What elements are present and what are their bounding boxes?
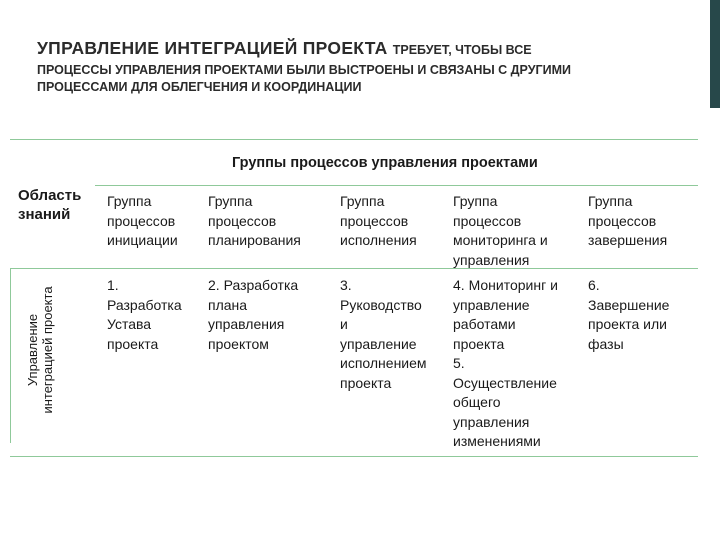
title-line-3: ПРОЦЕССАМИ ДЛЯ ОБЛЕГЧЕНИЯ И КООРДИНАЦИИ [37, 80, 362, 94]
cell-line: управления [453, 413, 530, 430]
title-line-1 [37, 38, 707, 59]
cell-line: 6. [588, 277, 600, 293]
cell-line: исполнением [340, 355, 427, 371]
title-line-2: ПРОЦЕССЫ УПРАВЛЕНИЯ ПРОЕКТАМИ БЫЛИ ВЫСТРОЕНЫ И СВЯЗАНЫ С ДРУГИМИ [37, 63, 571, 77]
title-bold: УПРАВЛЕНИЕ ИНТЕГРАЦИЕЙ ПРОЕКТА [37, 38, 388, 58]
header-closing [588, 192, 667, 251]
header-initiation [107, 192, 178, 251]
header-planning [208, 192, 301, 251]
cell-line: Разработка [107, 296, 182, 313]
bottom-rule [10, 456, 698, 457]
header-line: процессов [107, 212, 176, 229]
header-line: исполнения [340, 232, 417, 248]
area-label-line-2: знаний [18, 206, 71, 223]
cell-monitoring [453, 276, 558, 452]
knowledge-area-label [18, 186, 81, 224]
top-rule [10, 139, 698, 140]
body-rule [10, 268, 698, 269]
header-rule [95, 185, 698, 186]
header-monitoring [453, 192, 548, 270]
area-label-line-1: Область [18, 187, 82, 204]
cell-closing [588, 276, 669, 354]
cell-line: плана [208, 296, 248, 313]
cell-line: проекта [453, 335, 505, 352]
cell-line: Устава [107, 316, 152, 332]
cell-line: 5. [453, 355, 465, 371]
cell-line: 2. Разработка [208, 277, 299, 293]
header-line: мониторинга и [453, 232, 548, 248]
header-line: Группа [208, 193, 253, 209]
cell-line: общего [453, 394, 501, 410]
header-line: Группа [107, 193, 152, 209]
cell-line: работами [453, 316, 516, 332]
header-line: процессов [208, 212, 277, 229]
cell-line: Осуществление [453, 374, 557, 391]
header-execution [340, 192, 417, 251]
title-rest: ТРЕБУЕТ, ЧТОБЫ ВСЕ [392, 43, 532, 57]
header-line: процессов [453, 212, 522, 229]
cell-initiation [107, 276, 182, 354]
header-line: процессов [588, 212, 657, 229]
slide-title [37, 38, 707, 96]
cell-line: и [340, 316, 348, 332]
cell-line: управление [340, 335, 417, 352]
header-line: Группа [340, 193, 385, 209]
cell-line: проекта [340, 374, 392, 391]
cell-line: изменениями [453, 433, 541, 449]
side-accent-bar [710, 0, 720, 108]
process-groups-header: Группы процессов управления проектами [232, 155, 538, 171]
cell-line: проектом [208, 335, 269, 352]
cell-line: проекта или [588, 316, 667, 332]
cell-line: управление [453, 296, 530, 313]
cell-planning [208, 276, 298, 354]
cell-execution [340, 276, 427, 393]
header-line: завершения [588, 232, 668, 248]
cell-line: Завершение [588, 296, 670, 313]
header-line: инициации [107, 232, 178, 248]
header-line: процессов [340, 212, 409, 229]
cell-line: 3. [340, 277, 352, 293]
header-line: управления [453, 251, 530, 268]
header-line: планирования [208, 232, 301, 248]
cell-line: 1. [107, 277, 119, 293]
header-line: Группа [588, 193, 633, 209]
cell-line: управления [208, 316, 285, 332]
header-line: Группа [453, 193, 498, 209]
cell-line: проекта [107, 335, 159, 352]
row-label-line-1: Управление [25, 313, 40, 387]
cell-line: фазы [588, 335, 624, 352]
cell-line: Руководство [340, 296, 422, 313]
cell-line: 4. Мониторинг и [453, 277, 558, 293]
row-label-integration [25, 260, 55, 440]
row-label-divider [10, 268, 11, 443]
row-label-line-2: интеграцией проекта [40, 286, 55, 414]
